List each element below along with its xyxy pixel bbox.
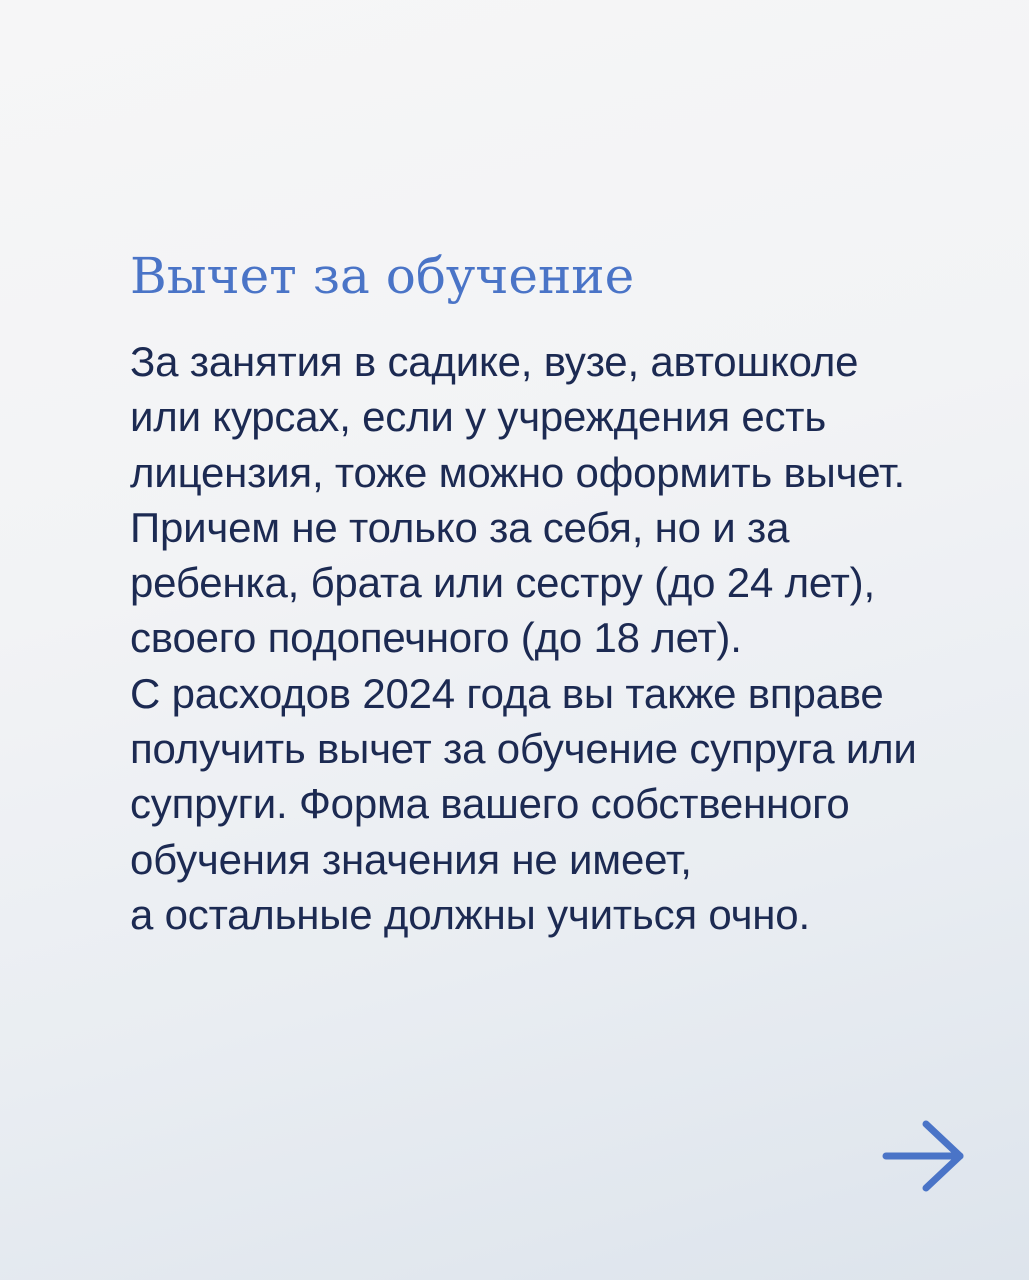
body-line: получить вычет за обучение супруга или — [130, 725, 917, 773]
body-line: или курсах, если у учреждения есть — [130, 393, 827, 441]
body-line: а остальные должны учиться очно. — [130, 890, 810, 938]
slide-body-text — [130, 334, 990, 942]
body-line: своего подопечного (до 18 лет). — [130, 614, 742, 662]
slide-title: Вычет за обучение — [130, 247, 635, 305]
body-line: супруги. Форма вашего собственного — [130, 780, 850, 828]
arrow-right-icon — [880, 1118, 968, 1194]
body-line: лицензия, тоже можно оформить вычет. — [130, 448, 905, 496]
body-line: С расходов 2024 года вы также вправе — [130, 669, 884, 717]
body-line: ребенка, брата или сестру (до 24 лет), — [130, 559, 875, 607]
body-line: Причем не только за себя, но и за — [130, 503, 790, 551]
next-slide-button[interactable] — [880, 1118, 968, 1194]
body-line: обучения значения не имеет, — [130, 835, 692, 883]
body-line: За занятия в садике, вузе, автошколе — [130, 338, 859, 385]
